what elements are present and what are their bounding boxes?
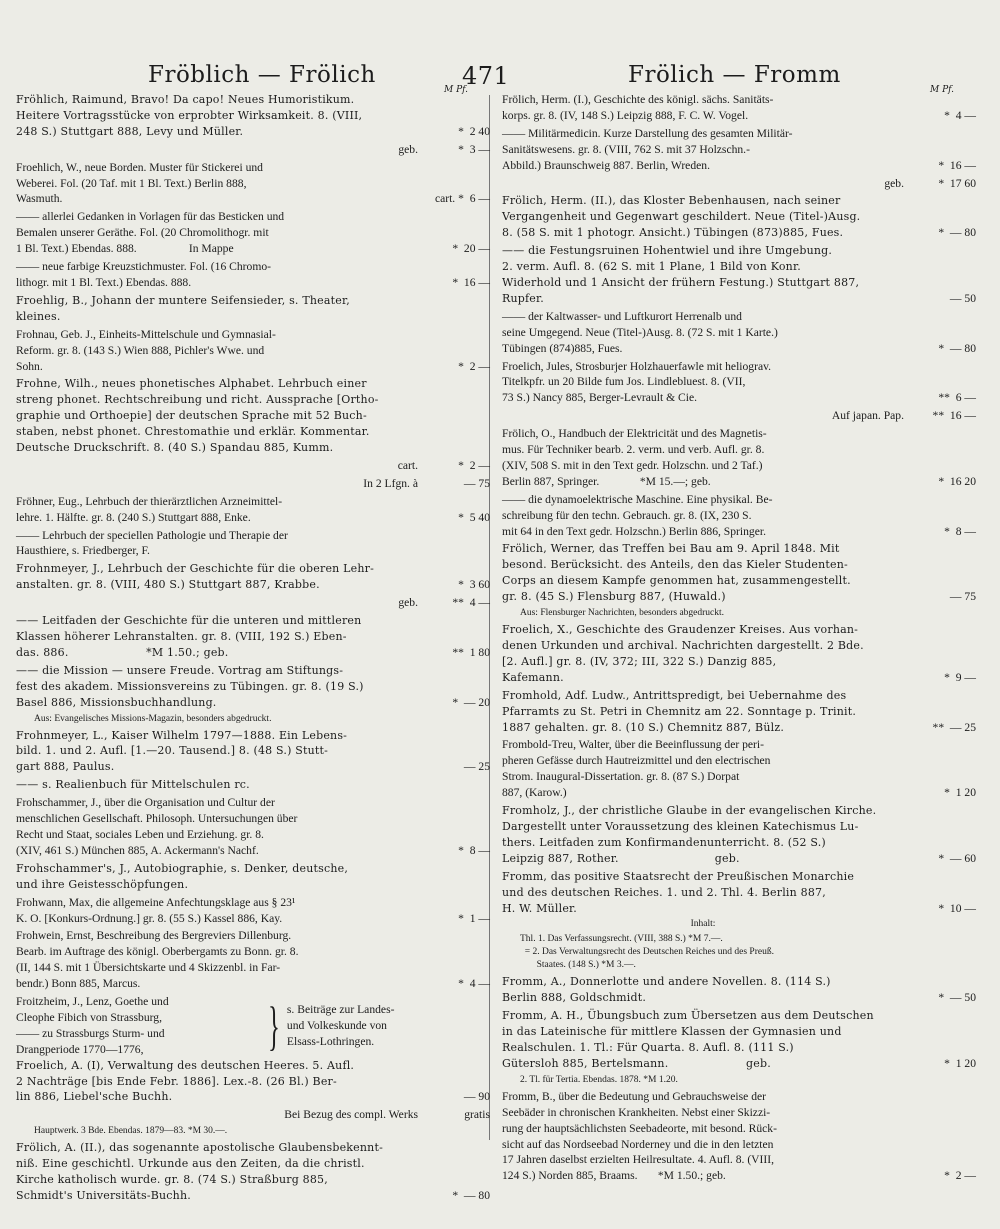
entry-text: Auf japan. Pap. <box>831 409 904 423</box>
catalog-entry <box>502 737 976 801</box>
entry-text: Fromm, das positive Staatsrecht der Preußischen Monarchie und des deutschen Reiches. 1. und 2. Thl. 4. Berlin 887, H. W. Müller. <box>502 869 855 915</box>
entry-text: Froelich, A. (I), Verwaltung des deutschen Heeres. 5. Aufl. 2 Nachträge [bis Ende Febr. 1886]. Lex.-8. (26 Bl.) Ber- lin 886, Liebel'sche Buchh. <box>16 1058 355 1104</box>
entry-price: — 75 <box>463 476 490 490</box>
catalog-entry <box>16 494 490 526</box>
entry-text: Frohwein, Ernst, Beschreibung des Bergreviers Dillenburg. Bearb. im Auftrage des königl. Oberbergamts zu Bonn. gr. 8. (II, 144 S. mit 1 Übersichtskarte und 4 Skizzenbl. in Far- bendr.) Bonn 885, Marcus. <box>16 929 299 991</box>
entry-text: Inhalt: <box>690 919 716 930</box>
catalog-entry <box>502 1074 976 1087</box>
entry-text: Frombold-Treu, Walter, über die Beeinflussung der peri- pheren Gefässe durch Hautreizmittel und den electrischen Strom. Inaugural-Dissertation. gr. 8. (87 S.) Dorpat 887, (Karow.) <box>502 738 771 800</box>
brace-symbol: } <box>268 995 280 1056</box>
entry-price: * — 20 <box>452 695 490 709</box>
entry-text: Frohnmeyer, L., Kaiser Wilhelm 1797—1888. Ein Lebens- bild. 1. und 2. Aufl. [1.—20. Tausend.] 8. (48 S.) Stutt- gart 888, Paulus. <box>16 728 348 774</box>
left-entries <box>16 92 490 994</box>
entry-text: Fröhner, Eug., Lehrbuch der thierärztlichen Arzneimittel- lehre. 1. Hälfte. gr. 8. (240 S.) Stuttgart 888, Enke. <box>16 494 283 524</box>
page-number: 471 <box>462 62 510 90</box>
entry-price: * 9 — <box>944 670 976 684</box>
catalog-entry <box>16 293 490 325</box>
catalog-entry <box>16 142 490 158</box>
entry-text: —— die dynamoelektrische Maschine. Eine physikal. Be- schreibung für den techn. Gebrauch. gr. 8. (IX, 230 S. mit 64 in den Text gedr. Holzschn.) Berlin 886, Springer. <box>502 492 773 538</box>
entry-text: —— Militärmedicin. Kurze Darstellung des gesamten Militär- Sanitätswesens. gr. 8. (VIII, 762 S. mit 37 Holzschn.- Abbild.) Braunschweig 887. Berlin, Wreden. <box>502 126 793 172</box>
entry-text: Bei Bezug des compl. Werks <box>284 1108 418 1122</box>
catalog-entry <box>16 795 490 859</box>
entry-text: Frohschammer, J., über die Organisation und Cultur der menschlichen Gesellschaft. Philosoph. Untersuchungen über Recht und Staat, sociales Leben und Erziehung. gr. 8. (XIV, 461 S.) München 885, A. Ackermann's Nachf. <box>16 796 298 857</box>
catalog-entry <box>16 1107 490 1123</box>
entry-text: Thl. 1. Das Verfassungsrecht. (VIII, 388 S.) *M 7.—. = 2. Das Verwaltungsrecht des Deutschen Reiches und des Preuß. Staates. (148 S.) *M 3.—. <box>520 934 774 971</box>
catalog-entry <box>502 541 976 605</box>
entry-text: —— neue farbige Kreuzstichmuster. Fol. (16 Chromo- lithogr. mit 1 Bl. Text.) Ebendas. 888. <box>16 260 272 289</box>
catalog-entry <box>502 309 976 357</box>
entry-text: Frohnmeyer, J., Lehrbuch der Geschichte für die oberen Lehr- anstalten. gr. 8. (VIII, 480 S.) Stuttgart 887, Krabbe. <box>16 562 375 592</box>
catalog-entry <box>16 209 490 257</box>
entry-price: * 4 — <box>458 977 490 991</box>
entry-text: geb. <box>884 176 904 190</box>
entry-price: ** — 25 <box>932 720 976 734</box>
entry-price: * 1 20 <box>944 786 976 800</box>
entry-price: cart. * 6 — <box>434 192 490 206</box>
catalog-entry <box>502 426 976 490</box>
entry-price: gratis <box>464 1108 490 1122</box>
entry-text: Froehlich, W., neue Borden. Muster für Stickerei und Weberei. Fol. (20 Taf. mit 1 Bl. Text.) Berlin 888, Wasmuth. <box>16 160 263 206</box>
entry-price: * 16 — <box>938 158 976 172</box>
entry-price: * 1 — <box>458 911 490 925</box>
entry-price: * — 60 <box>938 851 976 865</box>
catalog-entry <box>502 869 976 917</box>
entry-text: —— der Kaltwasser- und Luftkurort Herrenalb und seine Umgegend. Neue (Titel-)Ausg. 8. (72 S. mit 1 Karte.) Tübingen (874)885, Fues. <box>502 309 778 355</box>
catalog-entry <box>16 1058 490 1106</box>
catalog-entry <box>502 176 976 192</box>
catalog-entry <box>502 933 976 972</box>
entry-price: ** 1 80 <box>452 645 490 659</box>
entry-text: Frohne, Wilh., neues phonetisches Alphabet. Lehrbuch einer streng phonet. Rechtschreibung und richt. Aussprache [Ortho- graphie und Orthoepie] der deutschen Sprache mit 52 Buch- staben, nebst phonet. Chrestomathie und erklär. Kommentar. Deutsche Druckschrift. 8. (40 S.) Spandau 885, Kumm. <box>16 377 379 455</box>
catalog-entry <box>502 243 976 307</box>
entry-price: * — 80 <box>938 341 976 355</box>
catalog-entry <box>16 595 490 611</box>
right-column <box>502 92 976 1186</box>
catalog-entry <box>16 458 490 474</box>
catalog-entry <box>16 327 490 375</box>
entry-text: Froelich, X., Geschichte des Graudenzer Kreises. Aus vorhan- denen Urkunden und archival. Nachrichten dargestellt. 2 Bde. [2. Aufl.] gr. 8. (IV, 372; III, 322 S.) Danzig 885, Kafemann. <box>502 623 864 684</box>
entry-text: cart. <box>397 458 418 472</box>
entry-price: * 4 — <box>944 108 976 122</box>
running-head-left: Fröblich — Frölich <box>148 62 376 88</box>
entry-price: * 2 — <box>458 458 490 472</box>
entry-price: * 10 — <box>938 901 976 915</box>
entry-gap <box>16 1204 490 1206</box>
running-head-right: Frölich — Fromm <box>628 62 841 88</box>
price-column-label-left: M Pf. <box>444 85 469 95</box>
entry-text: —— allerlei Gedanken in Vorlagen für das Besticken und Bemalen unserer Geräthe. Fol. (20 Chromolithogr. mit 1 Bl. Text.) Ebendas. 888. In Mappe <box>16 210 285 256</box>
price-column-label-right: M Pf. <box>930 85 955 95</box>
catalog-entry <box>502 359 976 407</box>
catalog-entry <box>16 613 490 661</box>
right-entries <box>502 92 976 1186</box>
left-column <box>16 92 490 1206</box>
catalog-entry <box>502 126 976 174</box>
entry-price: * 3 — <box>458 142 490 156</box>
entry-price: — 25 <box>463 760 490 774</box>
catalog-entry <box>16 777 490 793</box>
catalog-entry <box>502 918 976 931</box>
entry-text: In 2 Lfgn. à <box>363 476 418 490</box>
catalog-entry <box>16 92 490 140</box>
entry-price: * 5 40 <box>458 510 490 524</box>
entry-text: Frohnau, Geb. J., Einheits-Mittelschule und Gymnasial- Reform. gr. 8. (143 S.) Wien 888, Pichler's Wwe. und Sohn. <box>16 327 276 373</box>
entry-text: Frölich, O., Handbuch der Elektricität und des Magnetis- mus. Für Techniker bearb. 2. verm. und verb. Aufl. gr. 8. (XIV, 508 S. mit in den Text gedr. Holzschn. und 2 Taf.) Berlin 887, Springer. *M 15.—; geb. <box>502 427 767 488</box>
entry-text: Fromholz, J., der christliche Glaube in der evangelischen Kirche. Dargestellt unter Voraussetzung des kleinen Katechismus Lu- thers. Leitfaden zum Konfirmandenunterricht. 8. (52 S.) Leipzig 887, Rother. geb. <box>502 804 877 865</box>
catalog-entry <box>16 1125 490 1138</box>
brace-entry-right: s. Beiträge zur Landes- und Volkeskunde von Elsass-Lothringen. <box>286 1002 395 1048</box>
entry-price: ** 16 — <box>932 409 976 423</box>
entry-price: ** 6 — <box>938 391 976 405</box>
entry-text: Frölich, A. (II.), das sogenannte apostolische Glaubensbekennt- niß. Eine geschichtl. Urkunde aus den Zeiten, da die christl. Kirche katholisch wurde. gr. 8. (74 S.) Straßburg 885, Schmidt's Universitäts-Buchh. <box>16 1141 383 1202</box>
catalog-entry <box>16 561 490 593</box>
entry-text: 2. Tl. für Tertia. Ebendas. 1878. *M 1.20. <box>520 1074 678 1085</box>
catalog-entry <box>16 663 490 711</box>
entry-price: ** 4 — <box>452 596 490 610</box>
entry-price: * 17 60 <box>938 176 976 190</box>
entry-price: * 16 20 <box>938 474 976 488</box>
entry-price: — 90 <box>463 1090 490 1104</box>
catalog-entry <box>502 1089 976 1184</box>
entry-price: * 8 — <box>944 524 976 538</box>
catalog-entry <box>16 895 490 927</box>
entry-price: * — 80 <box>938 226 976 240</box>
entry-price: * 2 40 <box>458 124 490 138</box>
entry-text: geb. <box>398 142 418 156</box>
entry-text: Frohschammer's, J., Autobiographie, s. Denker, deutsche, und ihre Geistesschöpfungen. <box>16 861 349 891</box>
entry-text: —— Leitfaden der Geschichte für die unteren und mittleren Klassen höherer Lehranstalten. gr. 8. (VIII, 192 S.) Eben- das. 886. *M 1.50.; geb. <box>16 614 362 659</box>
catalog-entry <box>502 492 976 540</box>
entry-price: * 3 60 <box>458 578 490 592</box>
entry-price: * 16 — <box>452 275 490 289</box>
entry-text: —— Lehrbuch der speciellen Pathologie und Therapie der Hausthiere, s. Friedberger, F. <box>16 528 288 558</box>
catalog-entry <box>502 688 976 736</box>
entry-text: geb. <box>398 596 418 610</box>
entry-text: Aus: Flensburger Nachrichten, besonders abgedruckt. <box>520 608 725 619</box>
catalog-entry <box>16 928 490 992</box>
entry-text: Frölich, Herm. (II.), das Kloster Bebenhausen, nach seiner Vergangenheit und Gegenwart geschildert. Neue (Titel-)Ausg. 8. (58 S. mit 1 photogr. Ansicht.) Tübingen (873)885, Fues. <box>502 194 861 240</box>
catalog-entry <box>502 803 976 867</box>
catalog-entry <box>502 408 976 424</box>
entry-text: Fromm, A., Donnerlotte und andere Novellen. 8. (114 S.) Berlin 888, Goldschmidt. <box>502 975 831 1005</box>
entry-price: * — 50 <box>938 991 976 1005</box>
catalog-entry <box>16 476 490 492</box>
catalog-entry <box>502 974 976 1006</box>
entry-text: Froehlig, B., Johann der muntere Seifensieder, s. Theater, kleines. <box>16 293 350 323</box>
brace-entry-left: Froitzheim, J., Lenz, Goethe und Cleophe Fibich von Strassburg, —— zu Strassburgs Sturm- und Drangperiode 1770—1776, <box>16 995 169 1056</box>
entry-text: Fröhlich, Raimund, Bravo! Da capo! Neues Humoristikum. Heitere Vortragsstücke von erprobter Wirksamkeit. 8. (VIII, 248 S.) Stuttgart 888, Levy und Müller. <box>16 93 363 138</box>
entry-text: Fromm, B., über die Bedeutung und Gebrauchsweise der Seebäder in chronischen Krankheiten. Nebst einer Skizzi- rung der hauptsächlichsten Seebadeorte, mit besond. Rück- sicht auf das Nordseebad Norderney und die in den letzten 17 Jahren daselbst erzielten Heilresultate. 4. Aufl. 8. (VIII, 124 S.) Norden 885, Braams. *M 1.50.; geb. <box>502 1089 777 1183</box>
brace-entry <box>16 994 490 1058</box>
entry-text: Fromm, A. H., Übungsbuch zum Übersetzen aus dem Deutschen in das Lateinische für mittlere Klassen der Gymnasien und Realschulen. 1. Tl.: Für Quarta. 8. Aufl. 8. (111 S.) Gütersloh 885, Bertelsmann. geb. <box>502 1009 874 1070</box>
entry-gap <box>502 1184 976 1186</box>
entry-price: * 20 — <box>452 242 490 256</box>
entry-price: * 2 — <box>458 359 490 373</box>
catalog-entry <box>16 728 490 776</box>
entry-text: Frohwann, Max, die allgemeine Anfechtungsklage aus § 23¹ K. O. [Konkurs-Ordnung.] gr. 8. (55 S.) Kassel 886, Kay. <box>16 895 296 925</box>
entry-text: Frölich, Werner, das Treffen bei Bau am 9. April 1848. Mit besond. Berücksicht. des Anteils, den das Kieler Studenten- Corps an diesem Kampfe genommen hat, zusammengestellt. gr. 8. (45 S.) Flensburg 887, (Huwald.) <box>502 542 851 604</box>
entry-price: * 8 — <box>458 843 490 857</box>
catalog-entry <box>502 193 976 241</box>
entry-text: Fromhold, Adf. Ludw., Antrittspredigt, bei Uebernahme des Pfarramts zu St. Petri in Chemnitz am 22. Sonntage p. Trinit. 1887 gehalten. gr. 8. (10 S.) Chemnitz 887, Bülz. <box>502 688 857 734</box>
catalog-entry <box>502 607 976 620</box>
catalog-entry <box>16 160 490 208</box>
entry-text: —— die Mission — unsere Freude. Vortrag am Stiftungs- fest des akadem. Missionsvereins zu Tübingen. gr. 8. (19 S.) Basel 886, Missionsbuchhandlung. <box>16 663 364 709</box>
entry-price: — 75 <box>949 590 976 604</box>
entry-text: Froelich, Jules, Strosburjer Holzhauerfawle mit heliograv. Titelkpfr. un 20 Bilde fum Jos. Lindlebluest. 8. (VII, 73 S.) Nancy 885, Berger-Levrault & Cie. <box>502 359 772 405</box>
entry-price: * — 80 <box>452 1189 490 1202</box>
catalog-entry <box>16 1140 490 1204</box>
catalog-entry <box>16 713 490 726</box>
left-tail-entries <box>16 1058 490 1206</box>
catalog-entry <box>16 259 490 291</box>
entry-text: Frölich, Herm. (I.), Geschichte des königl. sächs. Sanitäts- korps. gr. 8. (IV, 148 S.) Leipzig 888, F. C. W. Vogel. <box>502 93 774 122</box>
entry-text: Hauptwerk. 3 Bde. Ebendas. 1879—83. *M 30.—. <box>34 1126 228 1137</box>
catalog-entry <box>502 92 976 124</box>
catalog-entry <box>502 1008 976 1072</box>
catalog-entry <box>16 528 490 560</box>
entry-text: —— s. Realienbuch für Mittelschulen rc. <box>16 778 250 792</box>
entry-text: —— die Festungsruinen Hohentwiel und ihre Umgebung. 2. verm. Aufl. 8. (62 S. mit 1 Plane, 1 Bild von Konr. Widerhold und 1 Ansicht der frühern Festung.) Stuttgart 887, Rupfer. <box>502 244 860 305</box>
entry-text: Aus: Evangelisches Missions-Magazin, besonders abgedruckt. <box>34 713 272 724</box>
entry-price: * 2 — <box>944 1169 976 1183</box>
entry-price: * 1 20 <box>944 1056 976 1070</box>
catalog-entry <box>16 376 490 456</box>
entry-price: — 50 <box>949 291 976 305</box>
catalog-entry <box>502 622 976 686</box>
catalog-entry <box>16 861 490 893</box>
